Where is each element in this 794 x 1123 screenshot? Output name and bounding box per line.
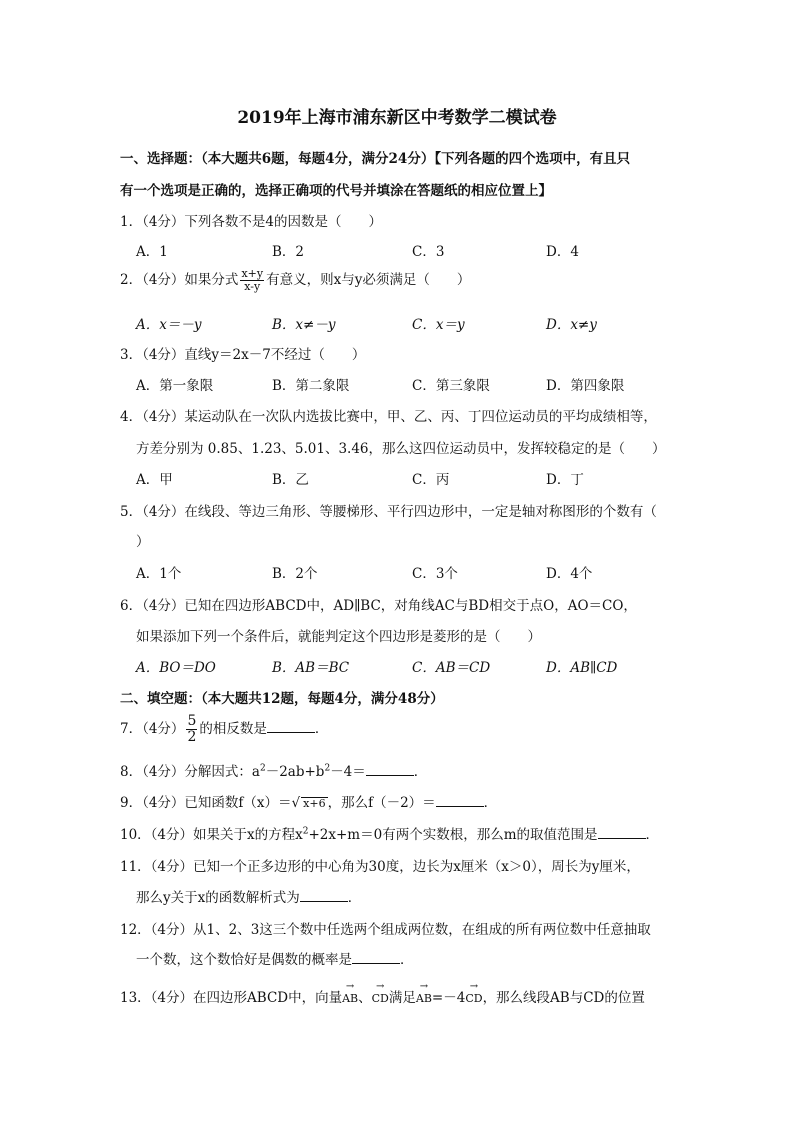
question-4-option-b: B．乙	[272, 472, 309, 488]
answer-blank	[352, 951, 400, 964]
question-5-option-a: A．1个	[136, 566, 182, 582]
question-6-option-a: A．BO＝DO	[136, 660, 216, 676]
question-5-option-d: D．4个	[546, 566, 593, 582]
question-2-fraction	[240, 268, 264, 293]
question-13-mid: 满足	[388, 990, 416, 1006]
exponent: 2	[259, 763, 266, 774]
vector-cd: → CD	[465, 992, 482, 1005]
question-13-stem	[120, 986, 645, 1006]
question-3-option-b: B．第二象限	[272, 378, 350, 394]
question-9-suffix: ，那么f（－2）＝	[327, 795, 436, 811]
question-1-option-a: A．1	[136, 244, 168, 260]
sqrt-sign: √	[291, 795, 301, 811]
question-8-prefix: 8．（4分）分解因式：a	[120, 764, 260, 780]
question-7-suffix: 的相反数是	[199, 721, 267, 737]
question-4-line1: 4．（4分）某运动队在一次队内选拔比赛中，甲、乙、丙、丁四位运动员的平均成绩相等，	[120, 409, 657, 425]
question-12-line1: 12．（4分）从1、2、3这三个数中任选两个组成两位数，在组成的所有两位数中任意抽取	[120, 922, 651, 938]
end-period: ．	[645, 827, 660, 843]
exponent: 2	[324, 763, 331, 774]
question-10-stem	[120, 823, 659, 843]
question-12-line2-text: 一个数，这个数恰好是偶数的概率是	[136, 952, 352, 968]
question-8-stem	[120, 760, 427, 780]
question-4-option-d: D．丁	[546, 472, 584, 488]
question-5-line1: 5．（4分）在线段、等边三角形、等腰梯形、平行四边形中，一定是轴对称图形的个数有（	[120, 504, 657, 520]
question-12-line2	[136, 948, 414, 968]
answer-blank	[366, 763, 414, 776]
fraction-denominator: 2	[187, 729, 197, 745]
question-6-option-b: B．AB＝BC	[272, 660, 350, 676]
question-13-sep: 、	[358, 990, 372, 1006]
fraction-numerator: x+y	[241, 267, 264, 280]
question-13-eq: =－4	[431, 990, 466, 1006]
end-period: ．	[483, 795, 498, 811]
section2-heading: 二、填空题：（本大题共12题，每题4分，满分48分）	[120, 691, 444, 707]
question-2-suffix: 有意义，则x与y必须满足（ ）	[266, 272, 471, 288]
question-1-option-b: B．2	[272, 244, 305, 260]
question-9-radicand: x+6	[303, 797, 326, 810]
question-2-stem	[120, 268, 470, 293]
question-8-mid2: －4＝	[330, 764, 366, 780]
question-2-prefix: 2．（4分）如果分式	[120, 272, 239, 288]
question-4-option-c: C．丙	[412, 472, 450, 488]
fraction-numerator: 5	[187, 713, 197, 729]
question-8-mid1: －2ab+b	[265, 764, 325, 780]
question-1-stem: 1．（4分）下列各数不是4的因数是（ ）	[120, 214, 383, 230]
answer-blank	[436, 794, 484, 807]
question-3-stem: 3．（4分）直线y＝2x－7不经过（ ）	[120, 347, 366, 363]
question-2-option-a: A．x＝－y	[136, 317, 202, 333]
question-2-option-c: C．x＝y	[412, 317, 465, 333]
question-4-option-a: A．甲	[136, 472, 173, 488]
question-6-option-d: D．AB∥CD	[546, 660, 618, 676]
answer-blank	[300, 889, 348, 902]
question-10-suffix: +2x+m＝0有两个实数根，那么m的取值范围是	[308, 827, 598, 843]
question-2-option-d: D．x≠y	[546, 317, 597, 333]
end-period: ．	[400, 952, 414, 968]
question-4-line2: 方差分别为 0.85、1.23、5.01、3.46，那么这四位运动员中，发挥较稳定的是（ ）	[136, 441, 666, 457]
question-6-line1: 6．（4分）已知在四边形ABCD中，AD∥BC，对角线AC与BD相交于点O，AO＝CO，	[120, 598, 637, 614]
question-3-option-a: A．第一象限	[136, 378, 214, 394]
section1-heading-line2: 有一个选项是正确的，选择正确项的代号并填涂在答题纸的相应位置上】	[120, 183, 552, 199]
question-7-prefix: 7．（4分）	[120, 721, 185, 737]
question-11-line1: 11．（4分）已知一个正多边形的中心角为30度，边长为x厘米（x＞0），周长为y厘米，	[120, 859, 640, 875]
question-5-option-b: B．2个	[272, 566, 318, 582]
question-13-suffix: ，那么线段AB与CD的位置	[482, 990, 645, 1006]
question-3-option-d: D．第四象限	[546, 378, 625, 394]
question-7-fraction	[186, 714, 197, 745]
answer-blank	[267, 720, 315, 733]
question-1-option-c: C．3	[412, 244, 445, 260]
question-9-prefix: 9．（4分）已知函数f（x）＝	[120, 795, 292, 811]
end-period: ．	[347, 890, 362, 906]
section1-heading-line1: 一、选择题：（本大题共6题，每题4分，满分24分）【下列各题的四个选项中，有且只	[120, 151, 631, 167]
fraction-denominator: x-y	[244, 280, 261, 293]
question-3-option-c: C．第三象限	[412, 378, 490, 394]
question-11-line2	[136, 886, 361, 906]
vector-ab: → AB	[342, 992, 358, 1005]
question-6-line2: 如果添加下列一个条件后，就能判定这个四边形是菱形的是（ ）	[136, 629, 541, 645]
question-2-option-b: B．x≠－y	[272, 317, 336, 333]
vector-ab: → AB	[416, 992, 432, 1005]
vector-cd: → CD	[372, 992, 389, 1005]
answer-blank	[598, 826, 646, 839]
question-11-line2-text: 那么y关于x的函数解析式为	[136, 890, 300, 906]
question-5-option-c: C．3个	[412, 566, 458, 582]
end-period: ．	[413, 764, 428, 780]
question-10-prefix: 10．（4分）如果关于x的方程x	[120, 827, 303, 843]
question-6-option-c: C．AB＝CD	[412, 660, 491, 676]
page-title: 2019年上海市浦东新区中考数学二模试卷	[237, 108, 557, 128]
question-5-line2: ）	[136, 534, 150, 550]
question-1-option-d: D．4	[546, 244, 579, 260]
question-13-prefix: 13．（4分）在四边形ABCD中，向量	[120, 990, 343, 1006]
exponent: 2	[302, 826, 309, 837]
question-9-stem	[120, 791, 497, 811]
question-7-stem	[120, 714, 328, 745]
end-period: ．	[314, 721, 329, 737]
